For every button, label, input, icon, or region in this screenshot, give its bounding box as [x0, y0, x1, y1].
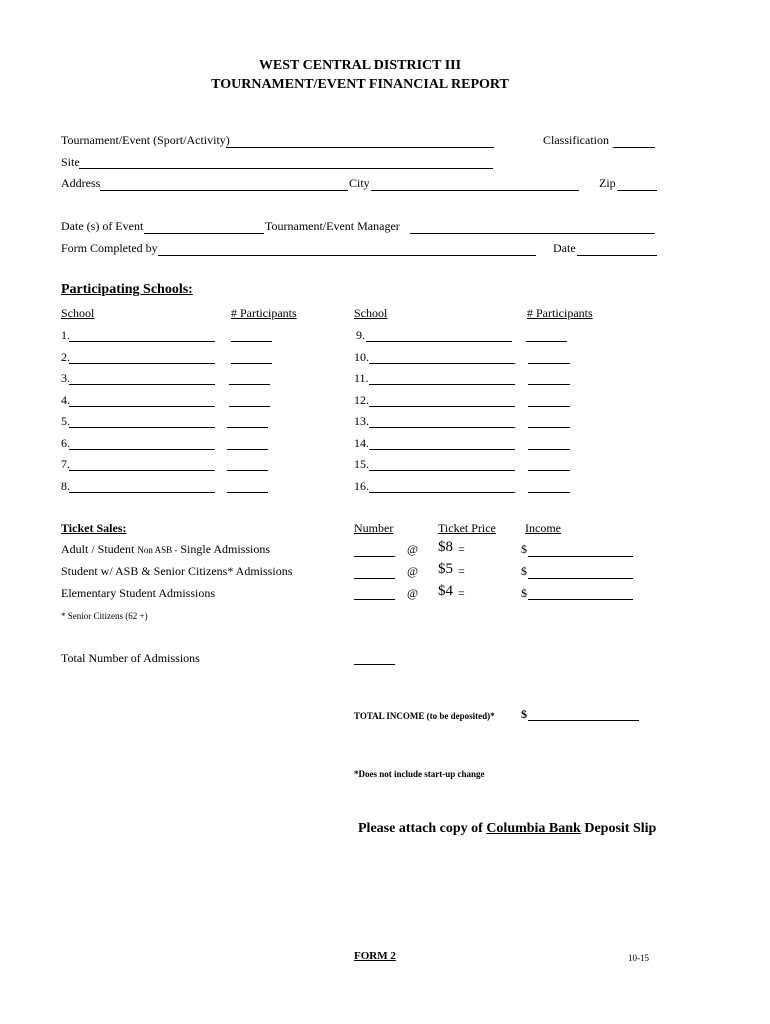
school-row-number: 4. [61, 393, 70, 407]
elementary-student-label: Elementary Student Admissions [61, 586, 215, 600]
school-name-field[interactable] [69, 427, 215, 428]
total-admissions-label: Total Number of Admissions [61, 651, 200, 665]
adult-income-field[interactable] [528, 556, 633, 557]
school-name-field[interactable] [369, 384, 515, 385]
participants-field[interactable] [528, 470, 570, 471]
zip-field[interactable] [617, 190, 657, 191]
total-income-label: TOTAL INCOME (to be deposited)* [354, 711, 495, 721]
participants-field[interactable] [227, 427, 268, 428]
elementary-income-field[interactable] [528, 599, 633, 600]
dollar-sign: $ [521, 542, 527, 556]
classification-label: Classification [543, 133, 609, 147]
address-label: Address [61, 176, 101, 190]
participants-field[interactable] [227, 470, 268, 471]
ticket-sales-heading: Ticket Sales: [61, 521, 127, 535]
participants-column-header: # Participants [231, 306, 297, 320]
participants-field[interactable] [528, 406, 570, 407]
school-row-number: 12. [354, 393, 369, 407]
school-row-number: 14. [354, 436, 369, 450]
date-field[interactable] [577, 255, 657, 256]
deposit-prefix: Please attach copy of [358, 821, 483, 836]
school-name-field[interactable] [69, 406, 215, 407]
school-row-number: 13. [354, 414, 369, 428]
equals-sign: = [458, 542, 465, 556]
equals-sign: = [458, 564, 465, 578]
participants-field[interactable] [227, 449, 268, 450]
participants-field[interactable] [231, 363, 272, 364]
dollar-sign: $ [521, 586, 527, 600]
participants-field[interactable] [227, 492, 268, 493]
school-column-header-right: School [354, 306, 388, 320]
student-asb-income-field[interactable] [528, 578, 633, 579]
zip-label: Zip [599, 176, 616, 190]
participants-field[interactable] [229, 384, 270, 385]
equals-sign: = [458, 586, 465, 600]
school-row-number: 8. [61, 479, 70, 493]
single-admissions-label: Single Admissions [180, 542, 271, 556]
adult-student-label [61, 542, 270, 557]
income-column-header: Income [525, 521, 561, 535]
bank-name: Columbia Bank [486, 821, 581, 836]
school-row-number: 7. [61, 457, 70, 471]
tournament-event-label: Tournament/Event (Sport/Activity) [61, 133, 230, 147]
elementary-price: $4 [438, 583, 453, 599]
school-row-number: 6. [61, 436, 70, 450]
form-title-line1: WEST CENTRAL DISTRICT III [258, 58, 462, 73]
school-name-field[interactable] [369, 363, 515, 364]
student-asb-senior-label: Student w/ ASB & Senior Citizens* Admissions [61, 564, 293, 578]
school-name-field[interactable] [69, 341, 215, 342]
participants-field[interactable] [528, 427, 570, 428]
at-symbol: @ [407, 586, 419, 600]
school-column-header: School [61, 306, 95, 320]
participants-field[interactable] [528, 384, 570, 385]
participants-field[interactable] [231, 341, 272, 342]
school-row-number: 15. [354, 457, 369, 471]
tournament-event-field[interactable] [226, 147, 494, 148]
total-income-field[interactable] [528, 720, 639, 721]
school-name-field[interactable] [369, 492, 515, 493]
dates-of-event-label: Date (s) of Event [61, 219, 144, 233]
form-title-line2: TOURNAMENT/EVENT FINANCIAL REPORT [211, 77, 509, 92]
ticket-price-column-header: Ticket Price [438, 521, 496, 535]
deposit-suffix: Deposit Slip [584, 821, 657, 836]
classification-field[interactable] [613, 147, 655, 148]
participants-column-header-right: # Participants [527, 306, 593, 320]
student-asb-number-field[interactable] [354, 578, 395, 579]
school-name-field[interactable] [366, 341, 512, 342]
dollar-sign: $ [521, 564, 527, 578]
school-name-field[interactable] [69, 492, 215, 493]
total-income-dollar-sign: $ [521, 707, 527, 721]
participants-field[interactable] [528, 449, 570, 450]
adult-student-label-a: Adult / Student [61, 542, 135, 556]
total-admissions-field[interactable] [354, 664, 395, 665]
elementary-number-field[interactable] [354, 599, 395, 600]
at-symbol: @ [407, 564, 419, 578]
school-row-number: 5. [61, 414, 70, 428]
school-row-number: 11. [354, 371, 369, 385]
date-label: Date [553, 241, 576, 255]
participants-field[interactable] [528, 363, 570, 364]
revision-code: 10-15 [628, 953, 649, 963]
participants-field[interactable] [528, 492, 570, 493]
event-manager-field[interactable] [410, 233, 655, 234]
city-label: City [349, 176, 370, 190]
site-label: Site [61, 155, 80, 169]
school-name-field[interactable] [69, 449, 215, 450]
adult-price: $8 [438, 539, 453, 555]
school-name-field[interactable] [69, 363, 215, 364]
school-row-number: 3. [61, 371, 70, 385]
form-completed-by-field[interactable] [158, 255, 536, 256]
school-row-number: 10. [354, 350, 369, 364]
address-field[interactable] [100, 190, 348, 191]
at-symbol: @ [407, 542, 419, 556]
student-asb-price: $5 [438, 561, 453, 577]
participants-field[interactable] [229, 406, 270, 407]
school-row-number: 9. [356, 328, 365, 342]
event-manager-label: Tournament/Event Manager [265, 219, 400, 233]
school-row-number: 1. [61, 328, 70, 342]
school-name-field[interactable] [369, 427, 515, 428]
city-field[interactable] [371, 190, 579, 191]
deposit-slip-instruction [358, 821, 656, 837]
participating-schools-heading: Participating Schools: [61, 282, 193, 297]
school-name-field[interactable] [369, 406, 515, 407]
school-name-field[interactable] [369, 470, 515, 471]
school-name-field[interactable] [69, 470, 215, 471]
dates-of-event-field[interactable] [144, 233, 264, 234]
senior-citizens-note: * Senior Citizens (62 +) [61, 611, 148, 621]
school-name-field[interactable] [69, 384, 215, 385]
number-column-header: Number [354, 521, 394, 535]
form-number: FORM 2 [354, 950, 396, 962]
school-name-field[interactable] [369, 449, 515, 450]
school-row-number: 16. [354, 479, 369, 493]
adult-number-field[interactable] [354, 556, 395, 557]
startup-change-note: *Does not include start-up change [354, 769, 485, 779]
non-asb-label: Non ASB - [137, 545, 178, 555]
participants-field[interactable] [526, 341, 567, 342]
form-completed-by-label: Form Completed by [61, 241, 158, 255]
site-field[interactable] [79, 168, 493, 169]
school-row-number: 2. [61, 350, 70, 364]
